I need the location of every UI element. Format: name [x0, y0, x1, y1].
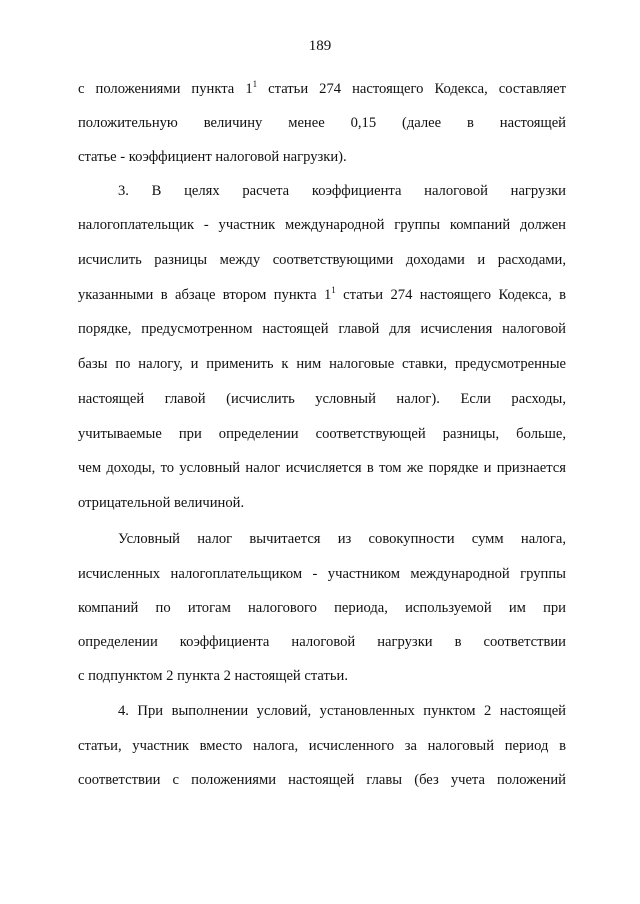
text-line: компаний по итогам налогового периода, используемой им при — [78, 600, 566, 616]
text-line: настоящей главой (исчислить условный налог). Если расходы, — [78, 391, 566, 407]
text-line: 3. В целях расчета коэффициента налоговой нагрузки — [118, 183, 566, 199]
text-line: положительную величину менее 0,15 (далее в настоящей — [78, 115, 566, 131]
text-line: учитываемые при определении соответствующей разницы, больше, — [78, 426, 566, 442]
text-line: налогоплательщик - участник международной группы компаний должен — [78, 217, 566, 233]
text-line: чем доходы, то условный налог исчисляется в том же порядке и признается — [78, 460, 566, 476]
text-line: соответствии с положениями настоящей главы (без учета положений — [78, 772, 566, 788]
text-line: исчислить разницы между соответствующими доходами и расходами, — [78, 252, 566, 268]
text-line: отрицательной величиной. — [78, 495, 245, 511]
text-line: Условный налог вычитается из совокупности сумм налога, — [118, 531, 566, 547]
text-line: определении коэффициента налоговой нагрузки в соответствии — [78, 634, 566, 650]
text-line: порядке, предусмотренном настоящей главой для исчисления налоговой — [78, 321, 566, 337]
text-line: базы по налогу, и применить к ним налоговые ставки, предусмотренные — [78, 356, 566, 372]
text-line: с подпунктом 2 пункта 2 настоящей статьи. — [78, 668, 349, 684]
text-line: статьи, участник вместо налога, исчисленного за налоговый период в — [78, 738, 566, 754]
text-line: статье - коэффициент налоговой нагрузки). — [78, 149, 347, 165]
text-line: с положениями пункта $1^1$ статьи 274 настоящего Кодекса, составляет — [78, 79, 566, 97]
page-number: 189 — [308, 38, 332, 54]
text-line: указанными в абзаце втором пункта $1^1$ статьи 274 настоящего Кодекса, в — [78, 285, 566, 303]
text-line: исчисленных налогоплательщиком - участником международной группы — [78, 566, 566, 582]
text-line: 4. При выполнении условий, установленных пунктом 2 настоящей — [118, 703, 566, 719]
